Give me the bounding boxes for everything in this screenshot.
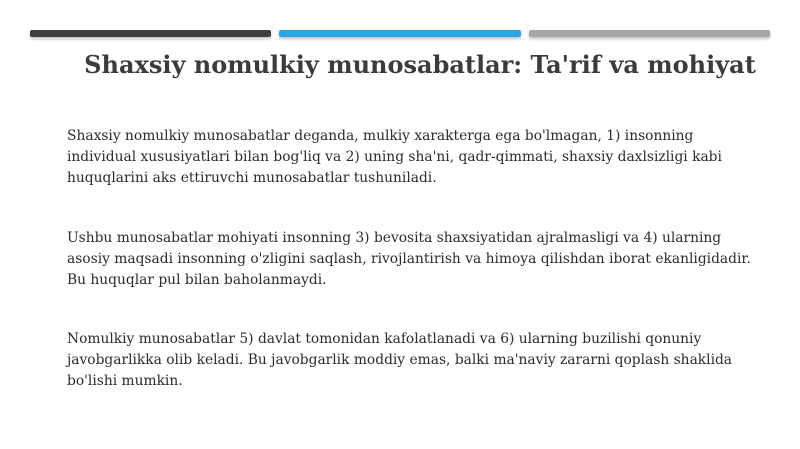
slide-title: Shaxsiy nomulkiy munosabatlar: Ta'rif va mohiyat	[84, 50, 756, 79]
paragraph-definition: Shaxsiy nomulkiy munosabatlar deganda, mulkiy xarakterga ega bo'lmagan, 1) insonning individual xususiyatlari bilan bog'liq va 2) uning sha'ni, qadr-qimmati, shaxsiy daxlsizligi kabi huquqlarini aks ettiruvchi munosabatlar tushuniladi.	[67, 128, 722, 186]
paragraph-essence: Ushbu munosabatlar mohiyati insonning 3) bevosita shaxsiyatidan ajralmasligi va 4) ularning asosiy maqsadi insonning o'zligini saqlash, rivojlantirish va himoya qilishdan iborat ekanligidadir. Bu huquqlar pul bilan baholanmaydi.	[67, 230, 751, 288]
header-bar-blue	[279, 30, 521, 37]
header-bar-dark	[30, 30, 271, 37]
paragraph-guarantee: Nomulkiy munosabatlar 5) davlat tomonidan kafolatlanadi va 6) ularning buzilishi qonuniy javobgarlikka olib keladi. Bu javobgarlik moddiy emas, balki ma'naviy zararni qoplash shaklida bo'lishi mumkin.	[67, 331, 733, 389]
header-bar-gray	[529, 30, 770, 37]
